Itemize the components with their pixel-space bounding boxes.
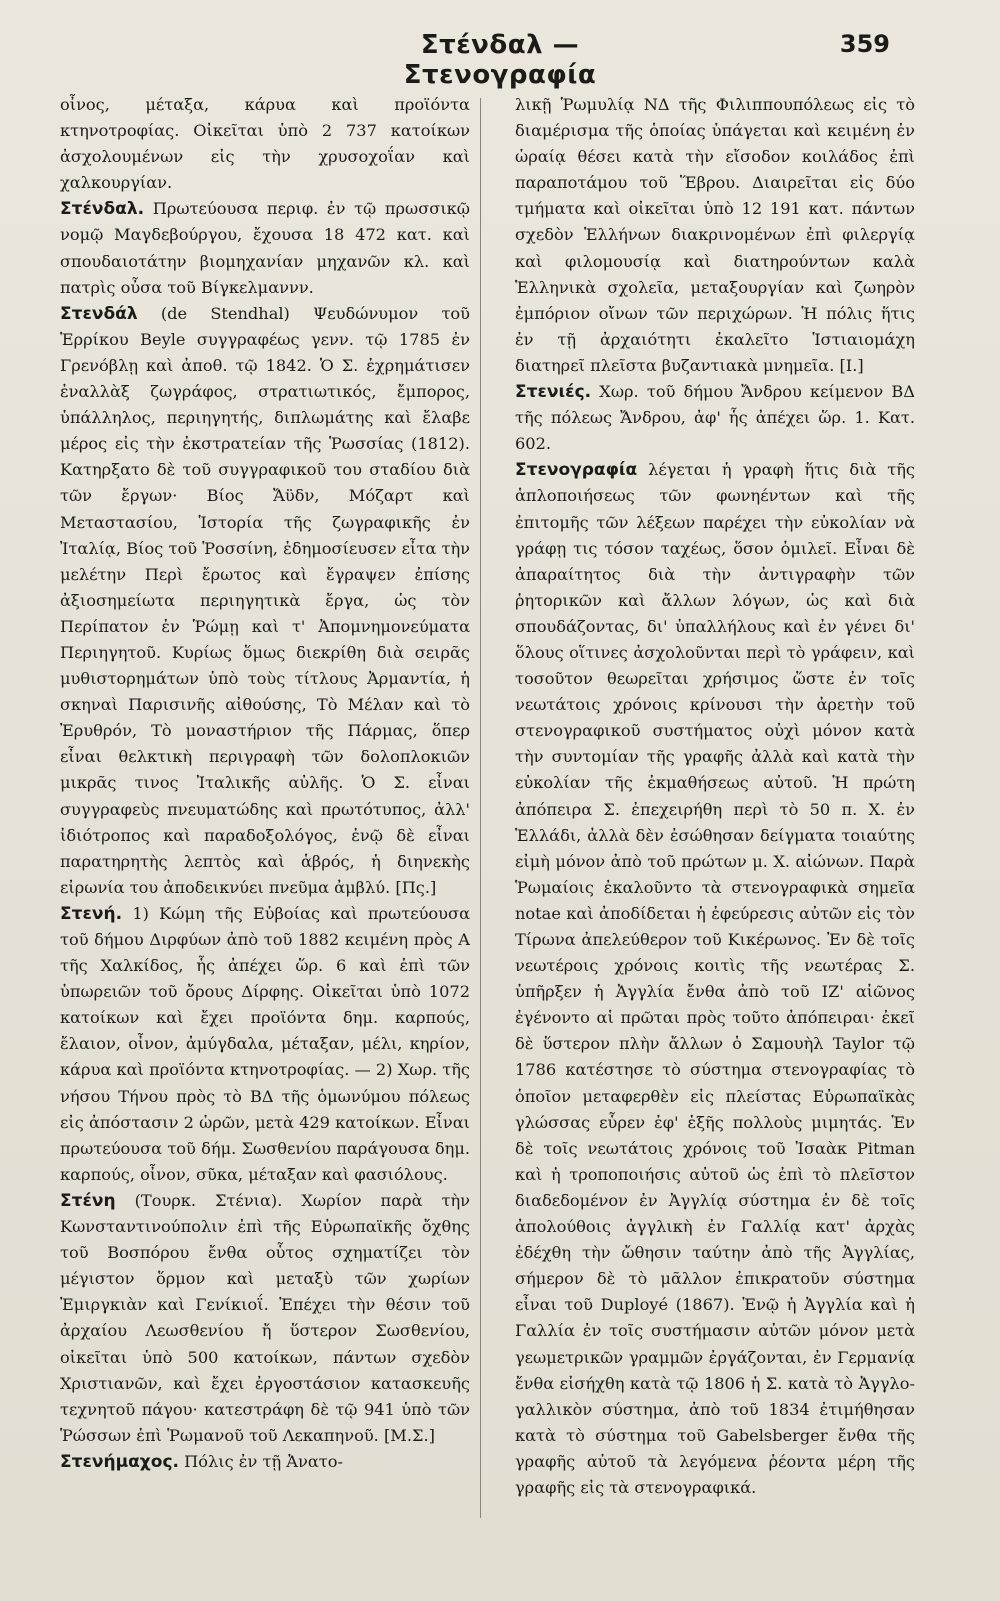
entry-headword: Στενδάλ <box>60 303 138 324</box>
entry-text: λικῇ Ῥωμυλίᾳ ΝΔ τῆς Φιλιππουπόλεως εἰς τὸ διαμέρισμα τῆς ὁποίας ὑπάγεται καὶ κειμένη ἐν ὡραίᾳ θέσει κατὰ τὴν εἴσοδον κοιλάδος ἐπὶ παραποτάμου τοῦ Ἕβρου. Διαιρεῖται εἰς δύο τμήματα καὶ οἰκεῖται ὑπὸ 12 191 κατ. πάντων σχεδὸν Ἑλλήνων διακρινομένων ἐπὶ φιλεργίᾳ καὶ φιλομουσίᾳ καὶ διατηρούντων καλὰ Ἑλληνικὰ σχολεῖα, μεταξουργίαν καὶ ζωηρὸν ἐμπόριον οἴνων τῶν περιχώρων. Ἡ πόλις ἥτις ἐν τῇ ἀρχαιότητι ἐκαλεῖτο Ἱστιαιομάχη διατηρεῖ πλεῖστα βυζαντιακὰ μνημεῖα. [Ι.] <box>515 95 915 375</box>
entry-text: (de Stendhal) Ψευδώνυμον τοῦ Ἑρρίκου Beyle συγγραφέως γενν. τῷ 1785 ἐν Γρενόβλῃ καὶ ἀποθ. τῷ 1842. Ὁ Σ. ἐχρημάτισεν ἐναλλὰξ ζωγράφος, στρατιωτικός, ἔμπορος, ὑπάλληλος, περιηγητής, διπλωμάτης καὶ ἔλαβε μέρος εἰς τὴν ἐκστρατείαν τῆς Ῥωσσίας (1812). Κατηρξατο δὲ τοῦ συγγραφικοῦ του σταδίου διὰ τῶν ἔργων· Βίος Ἄϋδν, Μόζαρτ καὶ Μεταστασίου, Ἱστορία τῆς ζωγραφικῆς ἐν Ἰταλίᾳ, Βίος τοῦ Ῥοσσίνη, ἐδημοσίευσεν εἶτα τὴν μελέτην Περὶ ἔρωτος καὶ ἔγραψεν ἐπίσης ἀξιοσημείωτα περιηγητικὰ ἔργα, ὡς τὸν Περίπατον ἐν Ῥώμῃ καὶ τ' Ἀπομνημονεύματα Περιηγητοῦ. Κυρίως ὅμως διεκρίθη διὰ σειρᾶς μυθιστορημάτων ὑπὸ τοὺς τίτλους Ἀρμαντία, ἡ σκηναὶ Παρισινῆς αἰθούσης, Τὸ Μέλαν καὶ τὸ Ἐρυθρόν, Τὸ μοναστήριον τῆς Πάρμας, ὅπερ εἶναι θελκτικὴ περιγραφὴ τῶν δολοπλοκιῶν μικρᾶς τινος Ἰταλικῆς αὐλῆς. Ὁ Σ. εἶναι συγγραφεὺς πνευματώδης καὶ πρωτότυπος, ἀλλ' ἰδιότροπος καὶ παραδοξολόγος, ἐνῷ δὲ εἶναι παρατηρητὴς λεπτὸς καὶ ἁβρός, ἡ διηνεκὴς εἰρωνία του ἀποδεικνύει πνεῦμα ἀμβλύ. [Πς.] <box>60 303 470 897</box>
entry-text: οἶνος, μέταξα, κάρυα καὶ προϊόντα κτηνοτροφίας. Οἰκεῖται ὑπὸ 2 737 κατοίκων ἀσχολουμένων εἰς τὴν χρυσοχοΐαν καὶ χαλκουργίαν. <box>60 95 470 193</box>
page-number: 359 <box>839 30 890 58</box>
entry-text: 1) Κώμη τῆς Εὐβοίας καὶ πρωτεύουσα τοῦ δήμου Διρφύων ἀπὸ τοῦ 1882 κειμένη πρὸς Α τῆς Χαλκίδος, ἧς ἀπέχει ὥρ. 6 καὶ ἐπὶ τῶν ὑπωρειῶν τοῦ ὄρους Δίρφης. Οἰκεῖται ὑπὸ 1072 κατοίκων καὶ ἔχει προϊόντα δημ. καρπούς, ἔλαιον, οἶνον, ἀμύγδαλα, μέταξαν, μέλι, κηρίον, κάρυα καὶ προϊόντα κτηνοτροφίας. — 2) Χωρ. τῆς νήσου Τήνου πρὸς τὸ ΒΔ τῆς ὁμωνύμου πόλεως εἰς ἀπόστασιν 2 ὡρῶν, μετὰ 429 κατοίκων. Εἶναι πρωτεύουσα τοῦ δήμ. Σωσθενίου παράγουσα δημ. καρπούς, οἶνον, σῦκα, μέταξαν καὶ φασιόλους. <box>60 903 470 1184</box>
entry-headword: Στενήμαχος. <box>60 1451 179 1472</box>
column-divider <box>480 98 481 1518</box>
entry-continuation <box>60 92 470 196</box>
entry-text: Πόλις ἐν τῇ Ἀνατο- <box>178 1451 343 1471</box>
entry-stendhal-author <box>60 301 470 901</box>
entry-steni-bosporus <box>60 1188 470 1449</box>
running-head <box>0 30 1000 90</box>
entry-stenies <box>515 379 915 457</box>
entry-stenografia <box>515 457 915 1501</box>
entry-headword: Στενιές. <box>515 382 592 403</box>
entry-text: (Τουρκ. Στένια). Χωρίον παρὰ τὴν Κωνσταντινούπολιν ἐπὶ τῆς Εὐρωπαϊκῆς ὄχθης τοῦ Βοσπόρου ἔνθα οὗτος σχηματίζει τὸν μέγιστον ὅρμον καὶ μεταξὺ τῶν χωρίων Ἐμιργκιὰν καὶ Γενίκιοΐ. Ἐπέχει τὴν θέσιν τοῦ ἀρχαίου Λεωσθενίου ἤ ὕστερον Σωσθενίου, οἰκεῖται ὑπὸ 500 κατοίκων, πάντων σχεδὸν Χριστιανῶν, καὶ ἔχει ἐργοστάσιον κατασκευῆς τεχνητοῦ πάγου· κατεστράφη δὲ τῷ 941 ὑπὸ τῶν Ῥώσσων ἐπὶ Ῥωμανοῦ τοῦ Λεκαπηνοῦ. [Μ.Σ.] <box>60 1190 470 1445</box>
entry-headword: Στένδαλ. <box>60 199 145 220</box>
entry-text: λέγεται ἡ γραφὴ ἥτις διὰ τῆς ἁπλοποιήσεως τῶν φωνηέντων καὶ τῆς ἐπιτομῆς τῶν λέξεων παρέχει τὴν εὐκολίαν νὰ γράφῃ τις τόσον ταχέως, ὅσον ὁμιλεῖ. Εἶναι δὲ ἀπαραίτητος διὰ τὴν ἀντιγραφὴν τῶν ῥητορικῶν καὶ ἄλλων λόγων, ὡς καὶ διὰ σπουδάζοντας, δι' ὑπαλλήλους καὶ ἐν γένει δι' ὅλους οἵτινες ἀσχολοῦνται περὶ τὸ γράφειν, καὶ τοσοῦτον θεωρεῖται χρήσιμος ὥστε ἐν τοῖς νεωτάτοις χρόνοις κρίνουσι τὴν ἀρετὴν τοῦ στενογραφικοῦ συστήματος οὐχὶ μόνον κατὰ τὴν συντομίαν τῆς γραφῆς ἀλλὰ καὶ κατὰ τὴν εὐκολίαν τῆς ἐκμαθήσεως αὐτοῦ. Ἡ πρώτη ἀπόπειρα Σ. ἐπεχειρήθη περὶ τὸ 50 π. Χ. ἐν Ἑλλάδι, ἀλλὰ δὲν ἐσώθησαν δείγματα τοιαύτης εἰμὴ μόνον ἀπὸ τοῦ πρώτων μ. Χ. αἰώνων. Παρὰ Ῥωμαίοις ἐκαλοῦντο τὰ στενογραφικὰ σημεῖα notae καὶ ἀποδίδεται ἡ ἐφεύρεσις αὐτῶν εἰς τὸν Τίρωνα ἀπελεύθερον τοῦ Κικέρωνος. Ἐν δὲ τοῖς νεωτέροις χρόνοις κοιτὶς τῆς νεωτέρας Σ. ὑπῆρξεν ἡ Ἀγγλία ἔνθα ἀπὸ τοῦ ΙΖ' αἰῶνος ἐγένοντο αἱ πρῶται πρὸς τοῦτο ἀπόπειραι· ἐκεῖ δὲ ὕστερον πλὴν ἄλλων ὁ Σαμουὴλ Taylor τῷ 1786 κατέστησε τὸ σύστημα στενογραφίας τὸ ὁποῖον μεταφερθὲν εἰς πλείστας Εὐρωπαϊκὰς γλώσσας εὗρεν ἐφ' ἑξῆς πολλοὺς μιμητάς. Ἐν δὲ τοῖς νεωτάτοις χρόνοις τοῦ Ἰσαὰκ Pitman καὶ ἡ τροποποιήσις αὐτοῦ ὡς ἐπὶ τὸ πλεῖστον διαδεδομένον ἐν Ἀγγλίᾳ σύστημα ἐν δὲ τοῖς ἀπολούθοις ἀγγλικὴ ἐν Γαλλίᾳ κατ' ἀρχὰς ἐδέχθη τὴν ὤθησιν ταύτην ἀπὸ τῆς Ἀγγλίας, σήμερον δὲ τὸ μᾶλλον ἐπικρατοῦν σύστημα εἶναι τοῦ Duployé (1867). Ἐνῷ ἡ Ἀγγλία καὶ ἡ Γαλλία ἐν τοῖς συστήμασιν αὐτῶν μόνον μετὰ γεωμετρικῶν γραμμῶν ἐργάζονται, ἐν Γερμανίᾳ ἔνθα εἰσήχθη κατὰ τῷ 1806 ἡ Σ. κατὰ τὸ Ἀγγλο-γαλλικὸν σύστημα, ἀπὸ τοῦ 1834 ἐτιμήθησαν κατὰ τὸ σύστημα τοῦ Gabelsberger ἔνθα τῆς γραφῆς αὐτοῦ τὰ λεγόμενα ῥέοντα μέρη τῆς γραφῆς εἰς τὰ στενογραφικά. <box>515 460 915 1497</box>
entry-continuation <box>515 92 915 379</box>
entry-text: Χωρ. τοῦ δήμου Ἄνδρου κείμενον ΒΔ τῆς πόλεως Ἄνδρου, ἀφ' ἧς ἀπέχει ὥρ. 1. Κατ. 602. <box>515 382 915 454</box>
entry-headword: Στενή. <box>60 903 123 924</box>
entry-steni <box>60 901 470 1188</box>
left-column <box>60 92 470 1475</box>
entry-stendal-town <box>60 196 470 300</box>
entry-stenimachos <box>60 1449 470 1475</box>
running-title: Στένδαλ — Στενογραφία <box>403 30 597 90</box>
entry-text: Πρωτεύουσα περιφ. ἐν τῷ πρωσσικῷ νομῷ Μαγδεβούργου, ἔχουσα 18 472 κατ. καὶ σπουδαιοτάτην βιομηχανίαν μηχανῶν κλ. καὶ πατρὶς οὖσα τοῦ Βίγκελμαννν. <box>60 199 470 297</box>
entry-headword: Στένη <box>60 1190 116 1211</box>
right-column <box>515 92 915 1501</box>
entry-headword: Στενογραφία <box>515 460 638 481</box>
